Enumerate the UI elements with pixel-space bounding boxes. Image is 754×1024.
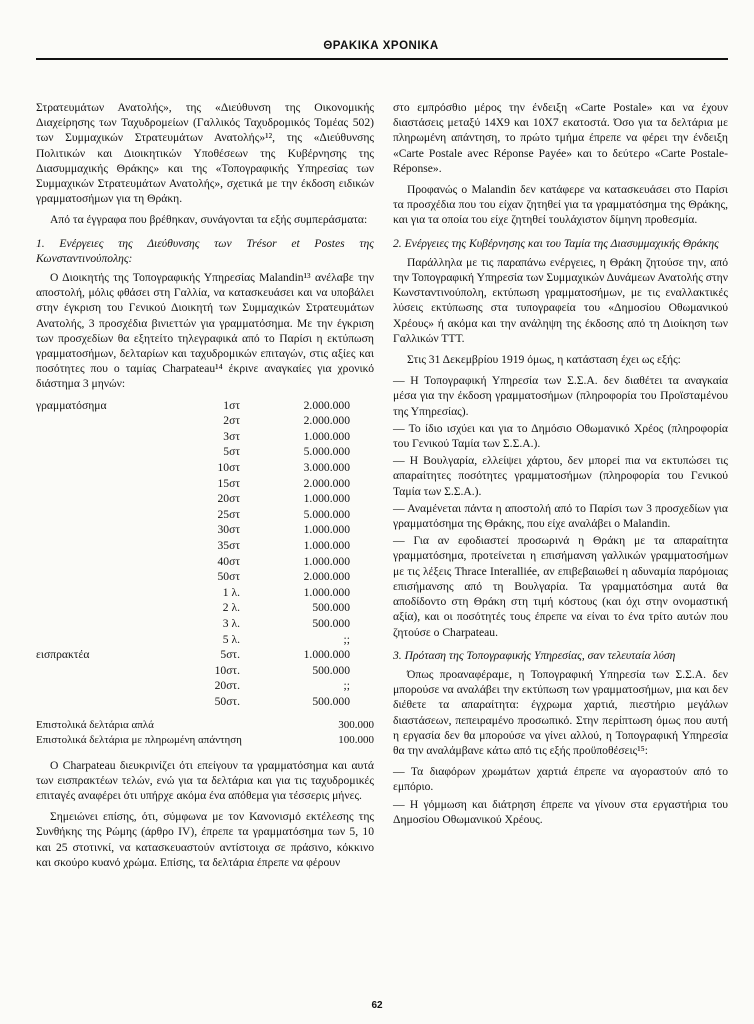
table-row [36, 538, 350, 554]
table-cell-den: 2 λ. [222, 601, 240, 615]
table-cell-qty: 2.000.000 [303, 398, 350, 412]
list-item: — Αναμένεται πάντα η αποστολή από το Παρίσι των 3 προσχεδίων για γραμματόσημα της Θράκης, που είχε αναλάβει ο Malandin. [393, 501, 728, 531]
table-cell-den: 10στ. [214, 663, 240, 677]
table-cell-cat [36, 491, 166, 507]
table-cell-den: 3στ [223, 429, 240, 443]
postcard-quantities [36, 718, 374, 748]
table-cell-den: 2στ [223, 414, 240, 428]
paragraph: Στρατευμάτων Ανατολής», της «Διεύθυνση της Οικονομικής Διαχείρησης των Ταχυδρομείων (Γαλλικός Ταχυδρομικός Τομέας 502) των Συμμαχικών Στρατευμάτων Ανατολής»¹², της «Διεύθυνσης Πολιτικών και Διοικητικών Υποθέσεων της Κυβέρνησης της Διασυμμαχικής Θράκης» και της «Τοπογραφικής Υπηρεσίας των Συμμαχικών Στρατευμάτων Ανατολής», σχετικά με την έκδοση ειδικών γραμματοσήμων για τη Θράκη. [36, 101, 374, 206]
stamp-quantities-table [36, 398, 350, 710]
section-heading: 2. Ενέργειες της Κυβέρνησης και του Ταμία της Διασυμμαχικής Θράκης [393, 236, 719, 250]
table-cell-den: 5 λ. [222, 632, 240, 646]
table-cell-den: 35στ [217, 539, 240, 552]
table-row [36, 569, 350, 585]
paragraph: Ο Charpateau διευκρινίζει ότι επείγουν τα γραμματόσημα και αυτά των εισπρακτέων τελών, ενώ για τα δελτάρια και για τις ταχυδρομικές επιταγές αναφέρει ότι υπήρχε ακόμα ένα απόθεμα για τέσσερις μήνες. [36, 758, 374, 802]
paragraph: Ο Διοικητής της Τοπογραφικής Υπηρεσίας Malandin¹³ ανέλαβε την αποστολή, μόλις φθάσει στη Γαλλία, να κατασκευάσει και να υποβάλει στην έγκριση του Γενικού Διοικητή των Συμμαχικών Στρατευμάτων Ανατολής, 3 προσχέδια βινιεττών για γραμματόσημα. Με την έγκριση των προσχεδίων θα εξητείτο τηλεγραφικά από το Παρίσι η εκτύπωση γραμματοσήμων, δελταρίων και ταχυδρομικών επιταγών, στις αξίες και ποσότητες που ο ταμίας Charpateau¹⁴ έκρινε αναγκαίες για χρονικό διάστημα 3 μηνών: [36, 271, 374, 391]
table-cell-qty: 1.000.000 [303, 554, 350, 568]
table-row [36, 429, 350, 445]
table-cell-cat [36, 678, 166, 694]
table-row [36, 678, 350, 694]
table-cell-qty: 1.000.000 [303, 585, 350, 599]
table-row [36, 632, 350, 648]
table-cell-qty: 1.000.000 [303, 648, 350, 662]
table-row [36, 554, 350, 570]
section-heading: 1. Ενέργειες της Διεύθυνσης των Trésor et Postes της Κωνσταντινούπολης: [36, 236, 374, 265]
paragraph: Προφανώς ο Malandin δεν κατάφερε να κατασκευάσει στο Παρίσι τα προσχέδια που του είχαν ζητηθεί για τα γραμματόσημα της Θράκης, και για τα οποία του είχε ζητηθεί τουλάχιστον δίμηνη προθεσμία. [393, 183, 728, 227]
table-cell-den: 15στ [217, 476, 240, 490]
table-cell-cat [36, 632, 166, 648]
list-item: — Το ίδιο ισχύει και για το Δημόσιο Οθωμανικό Χρέος (πληροφορία του Γενικού Ταμία των Σ.Σ.Α.). [393, 421, 728, 451]
table-cell-cat [36, 460, 166, 476]
table-cell-den: 25στ [217, 507, 240, 521]
table-cell-cat [36, 507, 166, 523]
table-row [36, 600, 350, 616]
table-cell-qty: 500.000 [312, 616, 350, 630]
page-number: 62 [371, 1000, 383, 1011]
table-cell-cat: εισπρακτέα [36, 648, 90, 662]
list-item: — Τα διαφόρων χρωμάτων χαρτιά έπρεπε να αγοραστούν από το εμπόριο. [393, 765, 728, 794]
table-row [36, 398, 350, 414]
table-row [36, 476, 350, 492]
table-cell-den: 20στ. [214, 679, 240, 693]
right-column [393, 100, 728, 829]
table-cell-qty: 500.000 [312, 663, 350, 677]
table-cell-qty: 1.000.000 [303, 523, 350, 537]
running-header: ΘΡΑΚΙΚΑ ΧΡΟΝΙΚΑ [323, 40, 439, 52]
list-item: — Η Τοπογραφική Υπηρεσία των Σ.Σ.Α. δεν διαθέτει τα αναγκαία μέσα για την έκδοση γραμματοσήμων (πληροφορία του Προϊσταμένου της Υπηρεσίας). [393, 374, 728, 418]
table-row [36, 663, 350, 679]
table-cell-qty: 5.000.000 [303, 445, 350, 459]
table-cell-den: 1στ [223, 398, 240, 412]
table-row [36, 522, 350, 538]
table-cell-cat [36, 585, 166, 601]
table-row [36, 444, 350, 460]
table-cell-cat [36, 538, 166, 554]
table-cell-den: 3 λ. [222, 616, 240, 630]
table-cell-den: 20στ [217, 492, 240, 506]
table-cell-qty: 5.000.000 [303, 507, 350, 521]
table-cell-cat [36, 429, 166, 445]
table-cell-cat [36, 476, 166, 492]
table-cell-qty: ;; [343, 679, 350, 693]
table-cell-qty: 1.000.000 [303, 429, 350, 443]
table-cell-cat [36, 694, 166, 710]
table-cell-qty: 3.000.000 [303, 461, 350, 475]
table-row [36, 694, 350, 710]
table-cell-den: 30στ [217, 523, 240, 537]
table-cell-den: 1 λ. [222, 585, 240, 599]
table-cell-cat [36, 413, 166, 429]
header-rule [36, 58, 728, 60]
table-row [36, 507, 350, 523]
paragraph: Από τα έγγραφα που βρέθηκαν, συνάγονται τα εξής συμπεράσματα: [50, 213, 368, 227]
table-cell-den: 10στ [217, 461, 240, 475]
table-cell-qty: 2.000.000 [303, 476, 350, 490]
table-cell-den: 50στ. [214, 694, 240, 708]
list-item: — Η Βουλγαρία, ελλείψει χάρτου, δεν μπορεί πια να εκτυπώσει τις απαραίτητες ποσότητες γραμματοσήμων (πληροφορία του Γενικού Ταμία των Σ.Σ.Α.). [393, 454, 728, 498]
left-column [36, 100, 374, 876]
table-cell-qty: 500.000 [312, 601, 350, 615]
table-row [36, 460, 350, 476]
paragraph: Όπως προαναφέραμε, η Τοπογραφική Υπηρεσία των Σ.Σ.Α. δεν μπορούσε να αναλάβει την εκτύπωση των γραμματοσήμων, μια και δεν διέθετε τα απαραίτητα: έγχρωμα χαρτιά, πιεστήριο μεγάλων διαστάσεων, πεπειραμένο προσωπικό. Στην περίπτωση όμως που αυτή η εργασία δεν θα μπορούσε να γίνει αλλού, η Τοπογραφική Υπηρεσία θα την αναλάμβανε κάτω από τις εξής προϋποθέσεις¹⁵: [393, 667, 728, 757]
table-cell-cat [36, 554, 166, 570]
card-row: Επιστολικά δελτάρια με πληρωμένη απάντηση 100.000 [36, 733, 374, 746]
table-row [36, 616, 350, 632]
paragraph: Στις 31 Δεκεμβρίου 1919 όμως, η κατάσταση έχει ως εξής: [407, 353, 681, 367]
paragraph: στο εμπρόσθιο μέρος την ένδειξη «Carte Postale» και να έχουν διαστάσεις μεταξύ 14Χ9 και 10Χ7 εκατοστά. Όσο για τα δελτάρια με πληρωμένη απάντηση, το πρώτο τμήμα έπρεπε να φέρει την ένδειξη «Carte Postale avec Réponse Payée» και το δεύτερο «Carte Postale-Réponse». [393, 101, 728, 175]
table-row [36, 491, 350, 507]
table-cell-qty: 1.000.000 [303, 492, 350, 506]
card-row: Επιστολικά δελτάρια απλά 300.000 [36, 718, 374, 731]
list-item: — Η γόμμωση και διάτρηση έπρεπε να γίνουν στα εργαστήρια του Δημοσίου Οθωμανικού Χρέους. [393, 797, 728, 826]
table-cell-qty: 2.000.000 [303, 414, 350, 428]
list-item: — Για αν εφοδιαστεί προσωρινά η Θράκη με τα απαραίτητα γραμματόσημα, προτείνεται η επισήμανση γαλλικών γραμματοσήμων με τις λέξεις Thrace Interalliée, αν επιβεβαιωθεί η αδυναμία παρόμοιας επισήμανσης από τη Βουλγαρία. Τα γραμματόσημα αυτά θα αποδίδοντο στη Θράκη στη τιμή κόστους (και όχι στην ονομαστική αξία), και οι ποσότητές τους έπρεπε να είναι το ένα τρίτο αυτών που ζητούσε ο Charpateau. [393, 534, 728, 639]
table-cell-cat [36, 600, 166, 616]
table-cell-qty: 500.000 [312, 694, 350, 708]
table-cell-cat [36, 569, 166, 585]
table-cell-qty: ;; [343, 632, 350, 646]
table-cell-cat: γραμματόσημα [36, 398, 107, 412]
table-cell-qty: 1.000.000 [303, 539, 350, 552]
table-cell-cat [36, 616, 166, 632]
table-cell-den: 50στ [217, 570, 240, 584]
paragraph: Παράλληλα με τις παραπάνω ενέργειες, η Θράκη ζητούσε την, από την Τοπογραφική Υπηρεσία των Συμμαχικών Δυνάμεων Ανατολής στην Κωνσταντινούπολη, εκτύπωση γραμματοσήμων, με τις εναλλακτικές λύσεις εκτύπωσης στα τυπογραφεία του «Δημοσίου Οθωμανικού Χρέους» ή ακόμα και την ανάληψη της έκδοσης από τη Διοίκηση των Γαλλικών ΤΤΤ. [393, 255, 728, 345]
table-cell-cat [36, 663, 166, 679]
table-cell-cat [36, 444, 166, 460]
table-cell-cat [36, 522, 166, 538]
paragraph: Σημειώνει επίσης, ότι, σύμφωνα με τον Κανονισμό εκτέλεσης της Συνθήκης της Ρώμης (άρθρο IV), έπρεπε τα γραμματόσημα των 5, 10 και 25 στοτινκί, να κατασκευαστούν αντίστοιχα σε πράσινο, κόκκινο και σκούρο κυανό χρώμα. Επίσης, τα δελτάρια έπρεπε να φέρουν [36, 810, 374, 869]
table-row [36, 585, 350, 601]
table-cell-den: 5στ [223, 445, 240, 459]
table-cell-qty: 2.000.000 [303, 570, 350, 584]
table-cell-den: 5στ. [220, 648, 240, 662]
section-heading: 3. Πρόταση της Τοπογραφικής Υπηρεσίας, σαν τελευταία λύση [393, 648, 676, 662]
table-row [36, 413, 350, 429]
table-row [36, 647, 350, 663]
table-cell-den: 40στ [217, 554, 240, 568]
